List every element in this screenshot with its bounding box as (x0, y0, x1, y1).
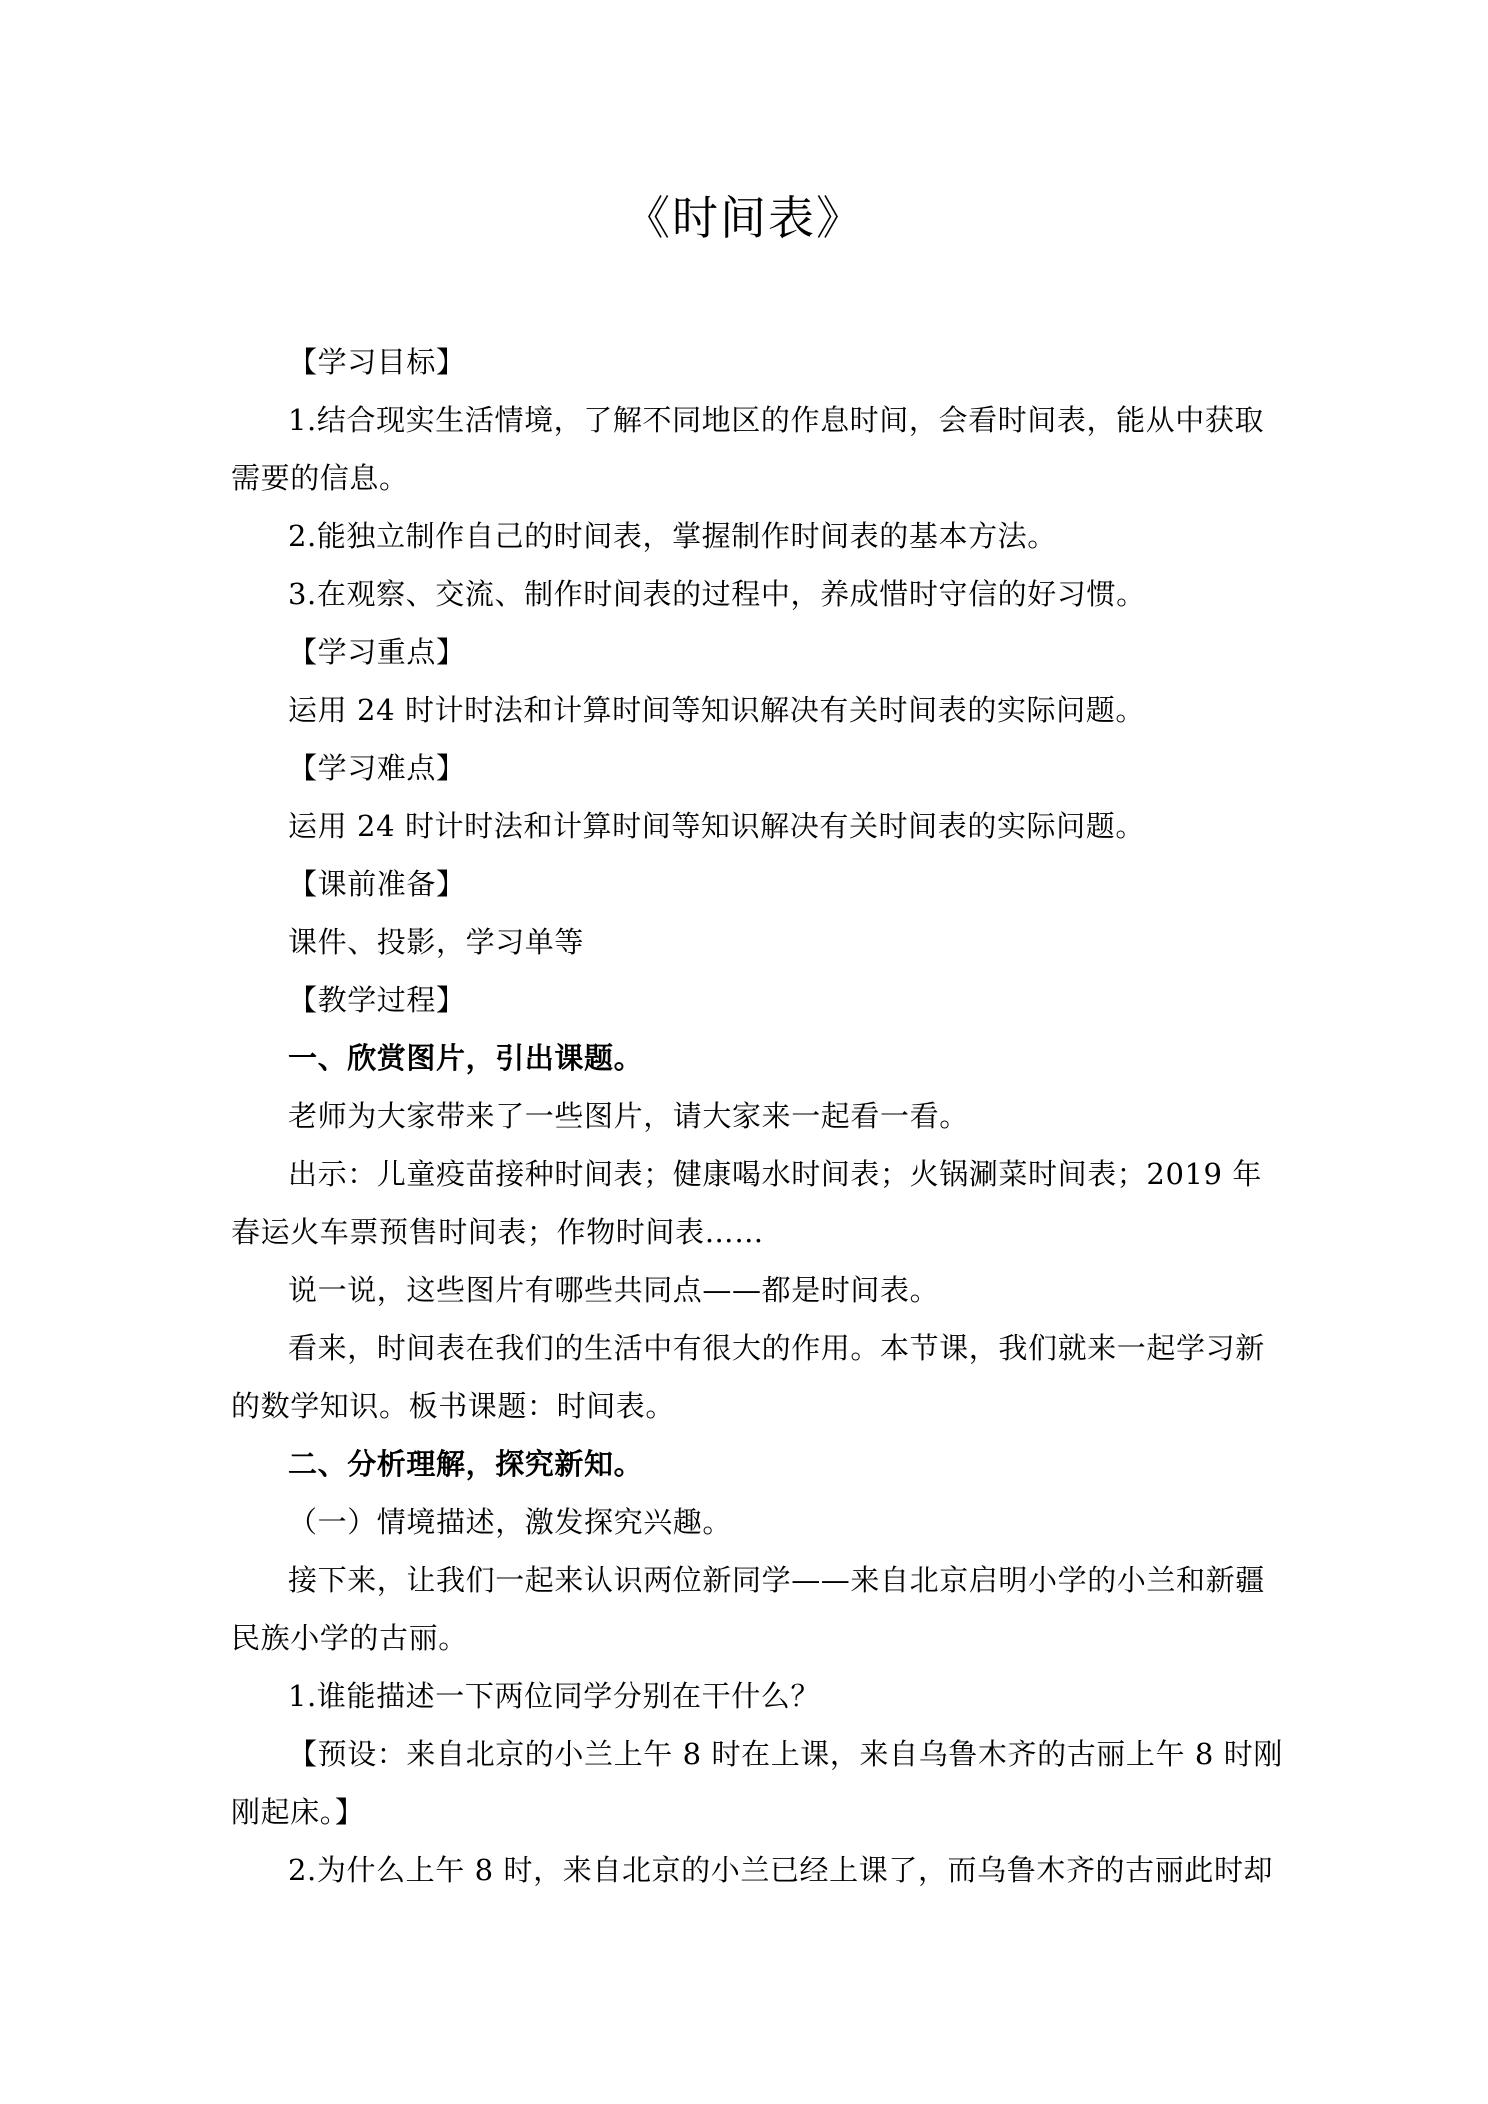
section-heading-difficulties: 【学习难点】 (288, 751, 466, 785)
section-heading-process: 【教学过程】 (288, 983, 466, 1017)
paragraph-show-line-2: 春运火车票预售时间表；作物时间表…… (231, 1215, 764, 1249)
paragraph-show-line-1: 出示：儿童疫苗接种时间表；健康喝水时间表；火锅涮菜时间表；2019 年 (288, 1157, 1263, 1191)
part-2-heading: 二、分析理解，探究新知。 (288, 1447, 644, 1481)
preparation-text: 课件、投影，学习单等 (288, 925, 585, 959)
paragraph-students-line-2: 民族小学的古丽。 (231, 1621, 468, 1655)
objective-1-line-1: 1.结合现实生活情境，了解不同地区的作息时间，会看时间表，能从中获取 (288, 403, 1265, 437)
key-points-text: 运用 24 时计时法和计算时间等知识解决有关时间表的实际问题。 (288, 693, 1145, 727)
objective-2: 2.能独立制作自己的时间表，掌握制作时间表的基本方法。 (288, 519, 1057, 553)
paragraph-lesson-intro-line-2: 的数学知识。板书课题：时间表。 (231, 1389, 676, 1423)
part-1-heading: 一、欣赏图片，引出课题。 (288, 1041, 644, 1075)
paragraph-common-point: 说一说，这些图片有哪些共同点——都是时间表。 (288, 1273, 940, 1307)
question-1: 1.谁能描述一下两位同学分别在干什么？ (288, 1679, 821, 1713)
section-heading-objectives: 【学习目标】 (288, 345, 466, 379)
subsection-1-heading: （一）情境描述，激发探究兴趣。 (288, 1505, 733, 1539)
page-title: 《时间表》 (624, 191, 864, 245)
answer-1-line-1: 【预设：来自北京的小兰上午 8 时在上课，来自乌鲁木齐的古丽上午 8 时刚 (288, 1737, 1283, 1771)
objective-1-line-2: 需要的信息。 (231, 461, 409, 495)
difficulties-text: 运用 24 时计时法和计算时间等知识解决有关时间表的实际问题。 (288, 809, 1145, 843)
paragraph-teacher-intro: 老师为大家带来了一些图片，请大家来一起看一看。 (288, 1099, 969, 1133)
section-heading-key-points: 【学习重点】 (288, 635, 466, 669)
paragraph-students-line-1: 接下来，让我们一起来认识两位新同学——来自北京启明小学的小兰和新疆 (288, 1563, 1265, 1597)
paragraph-lesson-intro-line-1: 看来，时间表在我们的生活中有很大的作用。本节课，我们就来一起学习新 (288, 1331, 1265, 1365)
section-heading-preparation: 【课前准备】 (288, 867, 466, 901)
objective-3: 3.在观察、交流、制作时间表的过程中，养成惜时守信的好习惯。 (288, 577, 1146, 611)
question-2: 2.为什么上午 8 时，来自北京的小兰已经上课了，而乌鲁木齐的古丽此时却 (288, 1853, 1274, 1887)
answer-1-line-2: 刚起床。】 (231, 1795, 365, 1829)
